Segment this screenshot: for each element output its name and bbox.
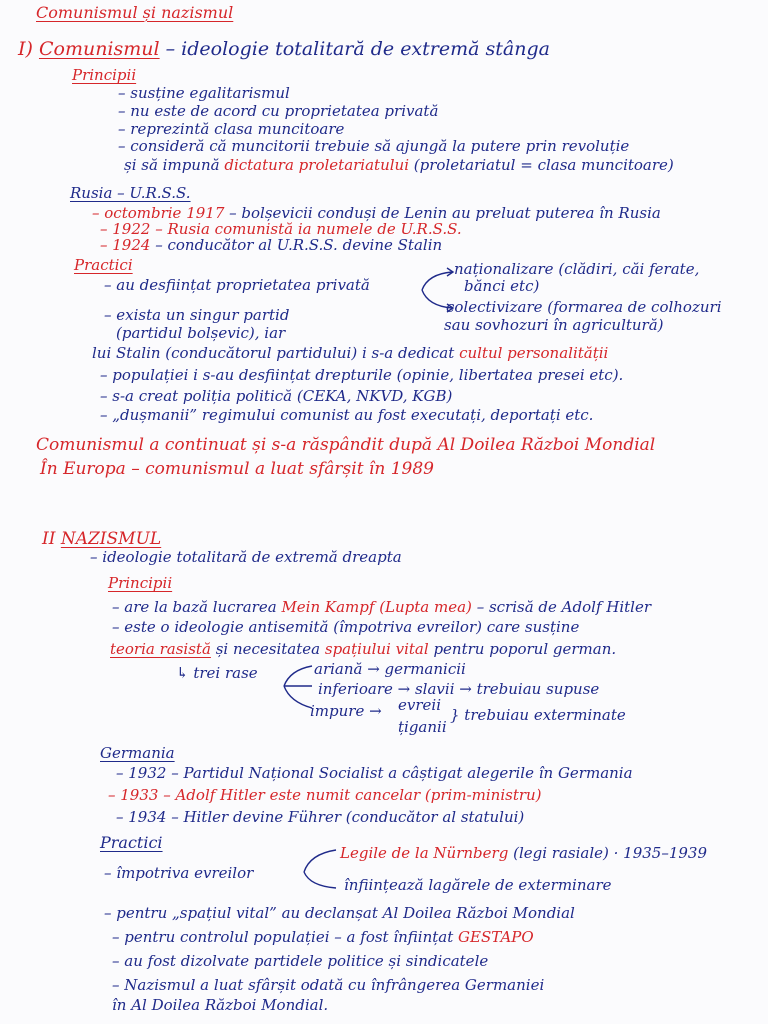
- nazism-practica-1: – împotriva evreilor: [104, 864, 254, 882]
- np1-suffix: – scrisă de Adolf Hitler: [476, 598, 652, 616]
- gestapo: GESTAPO: [458, 928, 534, 946]
- rusia-1924: [100, 236, 442, 254]
- mein-kampf: Mein Kampf (Lupta mea): [281, 598, 472, 616]
- conclusion-2: În Europa – comunismul a luat sfârșit în 1989: [40, 459, 434, 479]
- part1-heading: [18, 38, 550, 60]
- principiu-1: – susține egalitarismul: [118, 84, 290, 102]
- part2-practici-label: Practici: [100, 833, 163, 852]
- rasa-inferioare: inferioare → slavii → trebuiau supuse: [318, 680, 600, 698]
- rusia-1922-text: – Rusia comunistă ia numele de U.R.S.S.: [155, 220, 462, 238]
- principiu-4-prefix: și să impună: [124, 156, 220, 174]
- rusia-1924-text: – conducător al U.R.S.S. devine Stalin: [155, 236, 443, 254]
- part2-definition: – ideologie totalitară de extremă dreapta: [90, 548, 402, 566]
- germania-1934: – 1934 – Hitler devine Führer (conducător al statului): [116, 808, 525, 826]
- principiu-4: – consideră că muncitorii trebuie să ajungă la putere prin revoluție: [118, 137, 630, 155]
- part1-title: Comunismul: [38, 38, 160, 60]
- part2-principii-label: Principii: [108, 574, 173, 592]
- np3-suffix: pentru poporul german.: [433, 640, 617, 658]
- dictatura-proletariatului: dictatura proletariatului: [224, 156, 409, 174]
- conclusion-1: Comunismul a continuat și s-a răspândit după Al Doilea Război Mondial: [36, 435, 656, 455]
- nazism-principiu-2: – este o ideologie antisemită (împotriva evreilor) care susține: [112, 618, 580, 636]
- nazism-practica-4: – au fost dizolvate partidele politice și sindicatele: [112, 952, 489, 970]
- page-title: Comunismul și nazismul: [36, 3, 234, 22]
- part1-principii-label: Principii: [72, 66, 137, 84]
- part2-title: NAZISMUL: [60, 529, 162, 549]
- practica-5: – s-a creat poliția politică (CEKA, NKVD, KGB): [100, 387, 453, 405]
- rusia-1917-text: – bolșevicii conduși de Lenin au preluat puterea în Rusia: [229, 204, 661, 222]
- legile-nurnberg: Legile de la Nürnberg: [340, 844, 509, 862]
- practica-3-prefix: lui Stalin (conducătorul partidului) i s-a dedicat: [92, 344, 455, 362]
- branch-colectivizare: colectivizare (formarea de colhozuri: [446, 298, 722, 316]
- np1-prefix: – are la bază lucrarea: [112, 598, 277, 616]
- branch-nationalizare-cont: bănci etc): [464, 277, 540, 295]
- impure-note: } trebuiau exterminate: [450, 706, 626, 724]
- cultul-personalitatii: cultul personalității: [459, 344, 609, 362]
- nazism-practica-3: [112, 928, 534, 946]
- nazism-practica-5-cont: în Al Doilea Război Mondial.: [112, 996, 329, 1014]
- part1-practici-label: Practici: [74, 256, 133, 274]
- germania-1932: – 1932 – Partidul Național Socialist a câștigat alegerile în Germania: [116, 764, 633, 782]
- practica-6: – „dușmanii” regimului comunist au fost executați, deportați etc.: [100, 406, 594, 424]
- principiu-2: – nu este de acord cu proprietatea privată: [118, 102, 439, 120]
- rasa-ariana: ariană → germanicii: [314, 660, 466, 678]
- part1-definition: – ideologie totalitară de extremă stânga: [165, 38, 550, 60]
- impure-evreii: evreii: [398, 696, 441, 714]
- rusia-1924-date: – 1924: [100, 236, 151, 254]
- lagare-exterminare: înființează lagărele de exterminare: [344, 876, 612, 894]
- germania-1933: – 1933 – Adolf Hitler este numit cancelar (prim-ministru): [108, 786, 542, 804]
- impure-tiganii: țiganii: [398, 718, 447, 736]
- spatiul-vital: spațiului vital: [324, 640, 429, 658]
- practica-1: – au desființat proprietatea privată: [104, 276, 370, 294]
- branch-colectivizare-cont: sau sovhozuri în agricultură): [444, 316, 664, 334]
- part2-heading: [42, 528, 161, 550]
- rusia-1917-date: – octombrie 1917: [92, 204, 225, 222]
- np-3-prefix: – pentru controlul populației – a fost înființat: [112, 928, 454, 946]
- rusia-label: Rusia – U.R.S.S.: [70, 184, 191, 202]
- nazism-principiu-3: [110, 640, 616, 658]
- principiu-3: – reprezintă clasa muncitoare: [118, 120, 345, 138]
- practica-2: – exista un singur partid: [104, 306, 290, 324]
- trei-rase-label: ↳ trei rase: [176, 664, 258, 682]
- nazism-principiu-1: [112, 598, 651, 616]
- teoria-rasista: teoria rasistă: [110, 640, 211, 658]
- nazism-practica-2: – pentru „spațiul vital” au declanșat Al Doilea Război Mondial: [104, 904, 575, 922]
- trei-rase: trei rase: [193, 664, 258, 682]
- np3-mid: și necesitatea: [215, 640, 321, 658]
- rasa-impure: impure →: [310, 702, 382, 720]
- legile-nurnberg-line: [340, 844, 707, 862]
- rusia-1922-date: – 1922: [100, 220, 151, 238]
- nazism-practica-5: – Nazismul a luat sfârșit odată cu înfrângerea Germaniei: [112, 976, 545, 994]
- practica-2-cont: (partidul bolșevic), iar: [116, 324, 286, 342]
- practica-3: [92, 344, 608, 362]
- germania-label: Germania: [100, 744, 175, 762]
- branch-nationalizare: naționalizare (clădiri, căi ferate,: [454, 260, 700, 278]
- part2-number: II: [42, 529, 56, 549]
- practici-arrows: [300, 844, 340, 894]
- principiu-4-cont: [124, 156, 674, 174]
- legi-rasiale: (legi rasiale) · 1935–1939: [513, 844, 708, 862]
- part1-number: I): [18, 38, 33, 60]
- principiu-4-suffix: (proletariatul = clasa muncitoare): [413, 156, 674, 174]
- practica-4: – populației i s-au desființat drepturile (opinie, libertatea presei etc).: [100, 366, 624, 384]
